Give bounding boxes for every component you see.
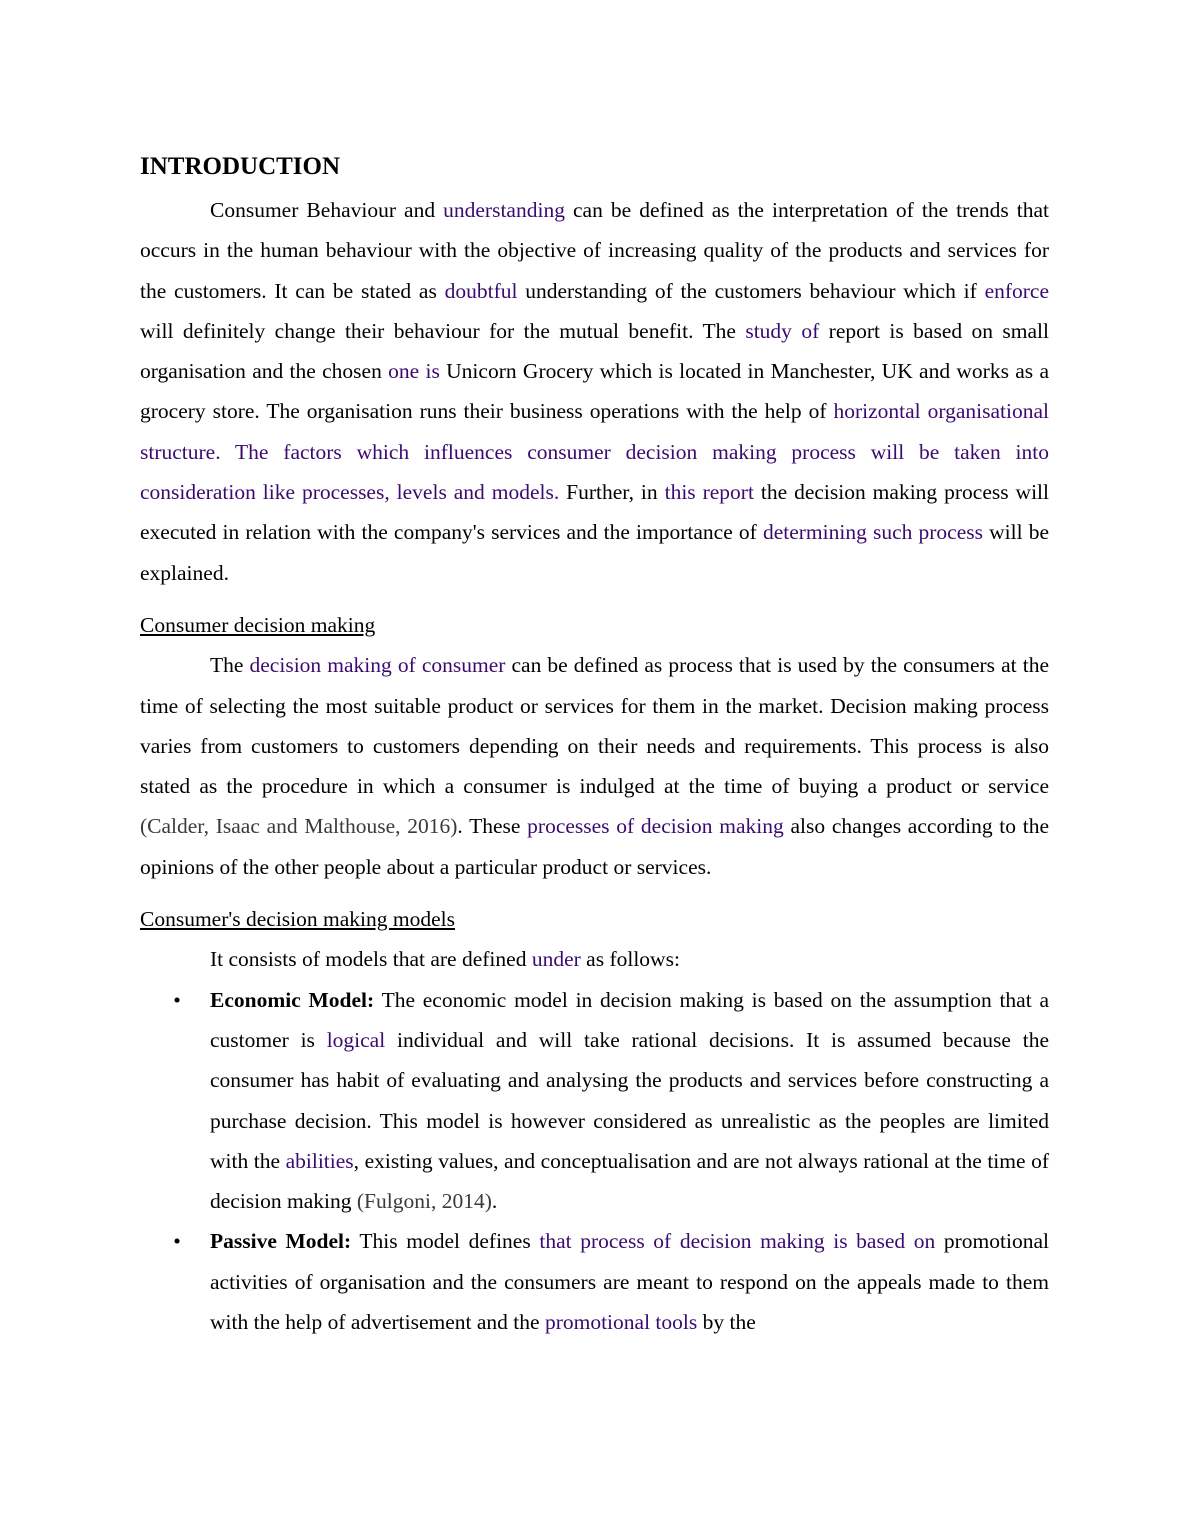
highlighted-phrase: determining such process	[762, 520, 983, 545]
highlighted-phrase: decision making of consumer	[249, 653, 506, 678]
list-item-economic-model: • Economic Model: The economic model in decision making is based on the assumption that a customer is logical individual and will take rational decisions. It is assumed because the consumer has habit of evaluating and analysing the products and services before constructing a purchase decision. This model is however considered as unrealistic as the peoples are limited with the abilities, existing values, and conceptualisation and are not always rational at the time of decision making (Fulgoni, 2014).	[210, 980, 1049, 1222]
citation: (Calder, Isaac and Malthouse, 2016)	[140, 814, 458, 839]
highlighted-phrase: logical	[326, 1027, 386, 1052]
spacer	[140, 887, 1049, 899]
citation: (Fulgoni, 2014)	[356, 1189, 492, 1214]
highlighted-phrase: study of	[745, 318, 820, 343]
models-list	[140, 980, 1049, 1343]
introduction-paragraph: Consumer Behaviour and understanding can be defined as the interpretation of the trends that occurs in the human behaviour with the objective of increasing quality of the products and services for the customers. It can be stated as doubtful understanding of the customers behaviour which if enforce will definitely change their behaviour for the mutual benefit. The study of report is based on small organisation and the chosen one is Unicorn Grocery which is located in Manchester, UK and works as a grocery store. The organisation runs their business operations with the help of horizontal organisational structure. The factors which influences consumer decision making process will be taken into consideration like processes, levels and models. Further, in this report the decision making process will executed in relation with the company's services and the importance of determining such process will be explained.	[140, 198, 1050, 585]
highlighted-phrase: understanding	[443, 198, 565, 222]
model-term: Passive Model:	[210, 1229, 352, 1254]
highlighted-phrase: processes of decision making	[527, 814, 784, 839]
highlighted-phrase: horizontal organisational structure. The factors which influences consumer decision making process will be taken into consideration like processes, levels and models.	[140, 399, 1049, 505]
highlighted-phrase: enforce	[984, 278, 1050, 303]
list-item-passive-model: • Passive Model: This model defines that process of decision making is based on promotional activities of organisation and the consumers are meant to respond on the appeals made to them with the help of advertisement and the promotional tools by the	[210, 1221, 1049, 1342]
section-heading-decision-models: Consumer's decision making models	[140, 907, 455, 932]
highlighted-phrase: under	[531, 947, 581, 972]
bullet-icon: •	[173, 1229, 181, 1254]
models-lead-paragraph: It consists of models that are defined under as follows:	[210, 947, 680, 972]
bullet-icon: •	[173, 987, 181, 1012]
highlighted-phrase: promotional tools	[544, 1310, 698, 1335]
highlighted-phrase: this report	[664, 480, 754, 505]
highlighted-phrase: abilities	[285, 1148, 354, 1173]
highlighted-phrase: one is	[388, 359, 440, 384]
model-term: Economic Model:	[210, 987, 375, 1012]
spacer	[140, 593, 1049, 605]
introduction-heading: INTRODUCTION	[140, 153, 341, 180]
highlighted-phrase: doubtful	[444, 278, 518, 303]
consumer-decision-paragraph: The decision making of consumer can be defined as process that is used by the consumers at the time of selecting the most suitable product or services for them in the market. Decision making process varies from customers to customers depending on their needs and requirements. This process is also stated as the procedure in which a consumer is indulged at the time of buying a product or service (Calder, Isaac and Malthouse, 2016). These processes of decision making also changes according to the opinions of the other people about a particular product or services.	[140, 653, 1050, 879]
section-heading-consumer-decision-making: Consumer decision making	[140, 612, 376, 637]
highlighted-phrase: that process of decision making is based on	[539, 1229, 936, 1254]
document-page	[140, 150, 1049, 1342]
